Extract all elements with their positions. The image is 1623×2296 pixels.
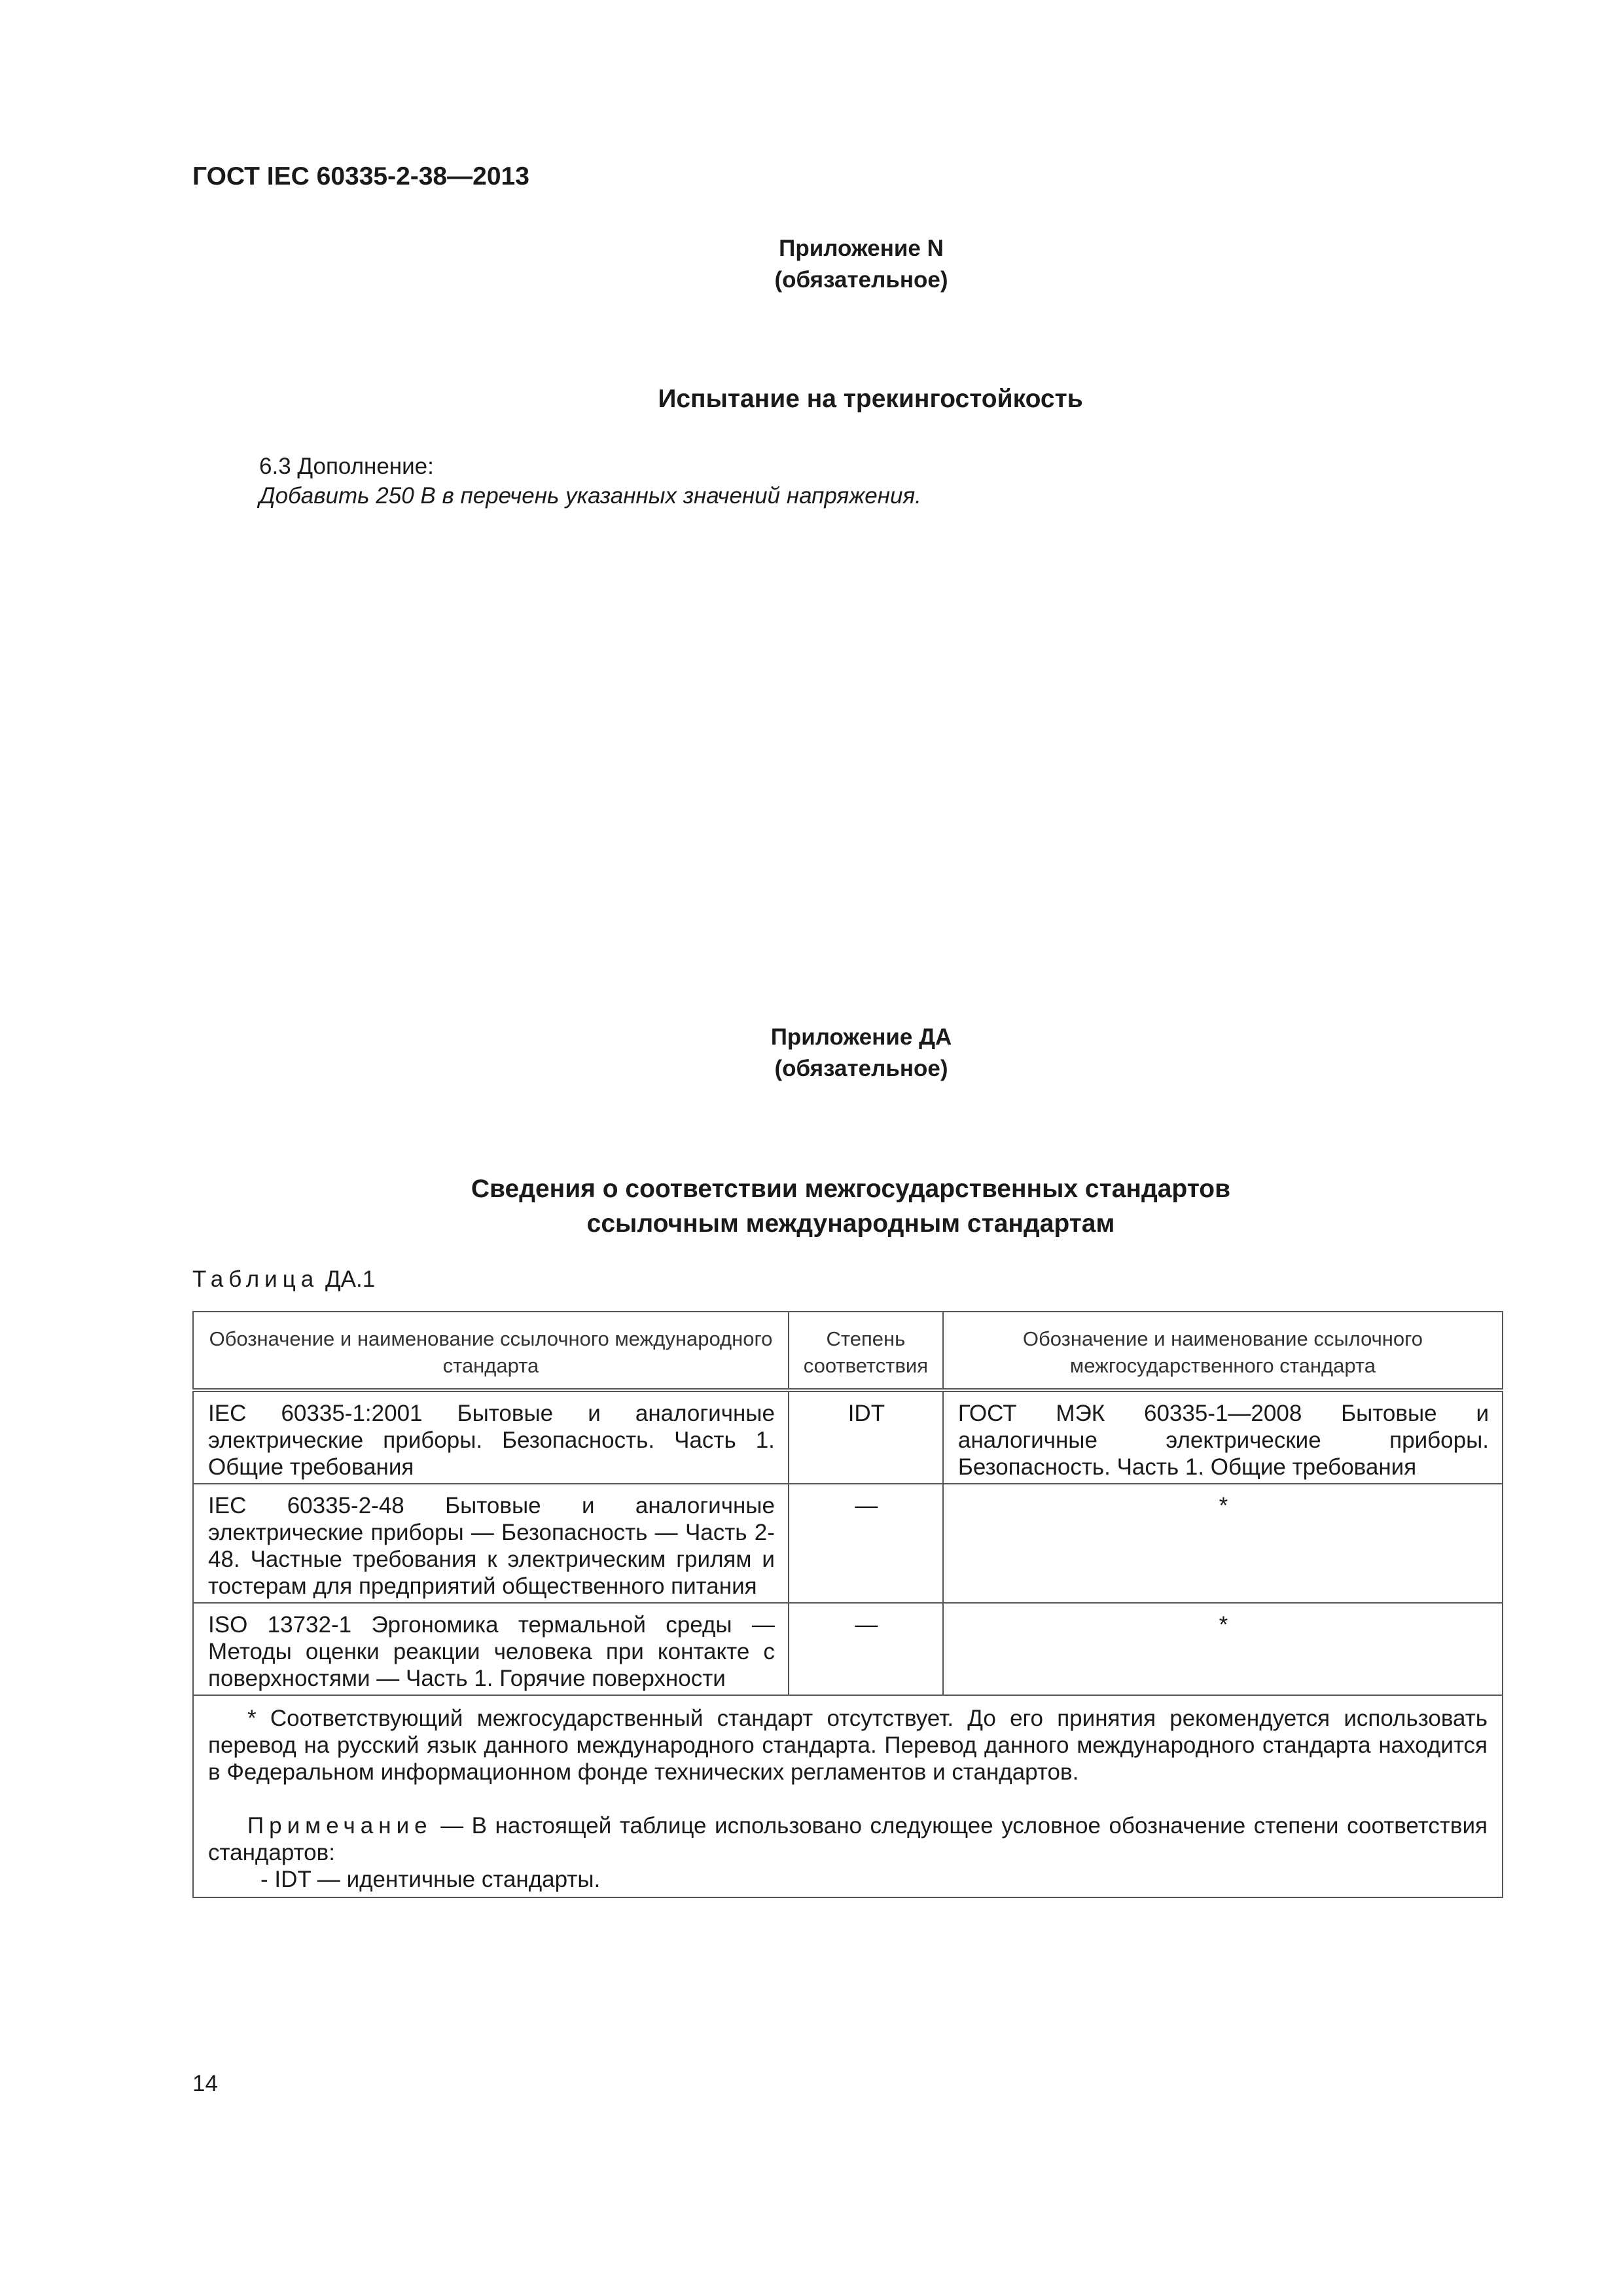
cell-international: IEC 60335-2-48 Бытовые и аналогичные электрические приборы — Безопасность — Часть 2-48. Частные требования к электрическим грилям и тостерам для предприятий общественного питания [193,1484,789,1603]
document-code: ГОСТ IEC 60335-2-38—2013 [192,162,529,190]
annex-da-status: (обязательное) [774,1056,948,1081]
annex-n-clause: 6.3 Дополнение: [259,454,434,479]
annex-da-heading-line1: Сведения о соответствии межгосударственных стандартов [471,1175,1231,1203]
annex-da-heading [366,1172,1335,1241]
table-footnote: * Соответствующий межгосударственный стандарт отсутствует. До его принятия рекомендуется использовать перевод на русский язык данного международного стандарта. Перевод данного международного стандарта находится в Федеральном информационном фонде технических регламентов и стандартов. [208,1706,1488,1785]
cell-international: ISO 13732-1 Эргономика термальной среды — Методы оценки реакции человека при контакте с поверхностями — Часть 1. Горячие поверхности [193,1603,789,1695]
annex-n-text: Добавить 250 В в перечень указанных значений напряжения. [259,483,921,509]
cell-degree: — [789,1603,943,1695]
cell-international: IEC 60335-1:2001 Бытовые и аналогичные электрические приборы. Безопасность. Часть 1. Общие требования [193,1390,789,1484]
table-caption [192,1266,375,1293]
note-label: Примечание [247,1813,433,1839]
header-degree: Степень соответствия [789,1312,943,1390]
table-header-row [193,1312,1503,1390]
page-number: 14 [192,2071,218,2096]
table-footer-row [193,1695,1503,1897]
annex-da-title: Приложение ДА [770,1024,952,1050]
annex-n-heading: Испытание на трекингостойкость [658,385,1083,413]
table-note [208,1812,1488,1866]
note-text: — В настоящей таблице использовано следующее условное обозначение степени соответствия стандартов: [208,1813,1488,1865]
cell-interstate: * [943,1603,1503,1695]
table-row [193,1390,1503,1484]
annex-da-header [678,1022,1044,1085]
header-international: Обозначение и наименование ссылочного международного стандарта [193,1312,789,1390]
annex-n-addition [259,452,921,511]
annex-n-status: (обязательное) [774,267,948,293]
annex-da-heading-line2: ссылочным международным стандартам [586,1210,1115,1238]
cell-interstate: * [943,1484,1503,1603]
table-caption-label: Таблица [192,1266,319,1292]
note-item: - IDT — идентичные стандарты. [260,1867,601,1892]
cell-degree: — [789,1484,943,1603]
table-row [193,1603,1503,1695]
table-row [193,1484,1503,1603]
annex-n-title: Приложение N [779,236,944,261]
table-footer-cell [193,1695,1503,1897]
annex-n-header [678,233,1044,296]
header-interstate: Обозначение и наименование ссылочного межгосударственного стандарта [943,1312,1503,1390]
conformity-table [192,1311,1503,1898]
cell-degree: IDT [789,1390,943,1484]
cell-interstate: ГОСТ МЭК 60335-1—2008 Бытовые и аналогичные электрические приборы. Безопасность. Часть 1. Общие требования [943,1390,1503,1484]
table-caption-number: ДА.1 [325,1266,376,1292]
